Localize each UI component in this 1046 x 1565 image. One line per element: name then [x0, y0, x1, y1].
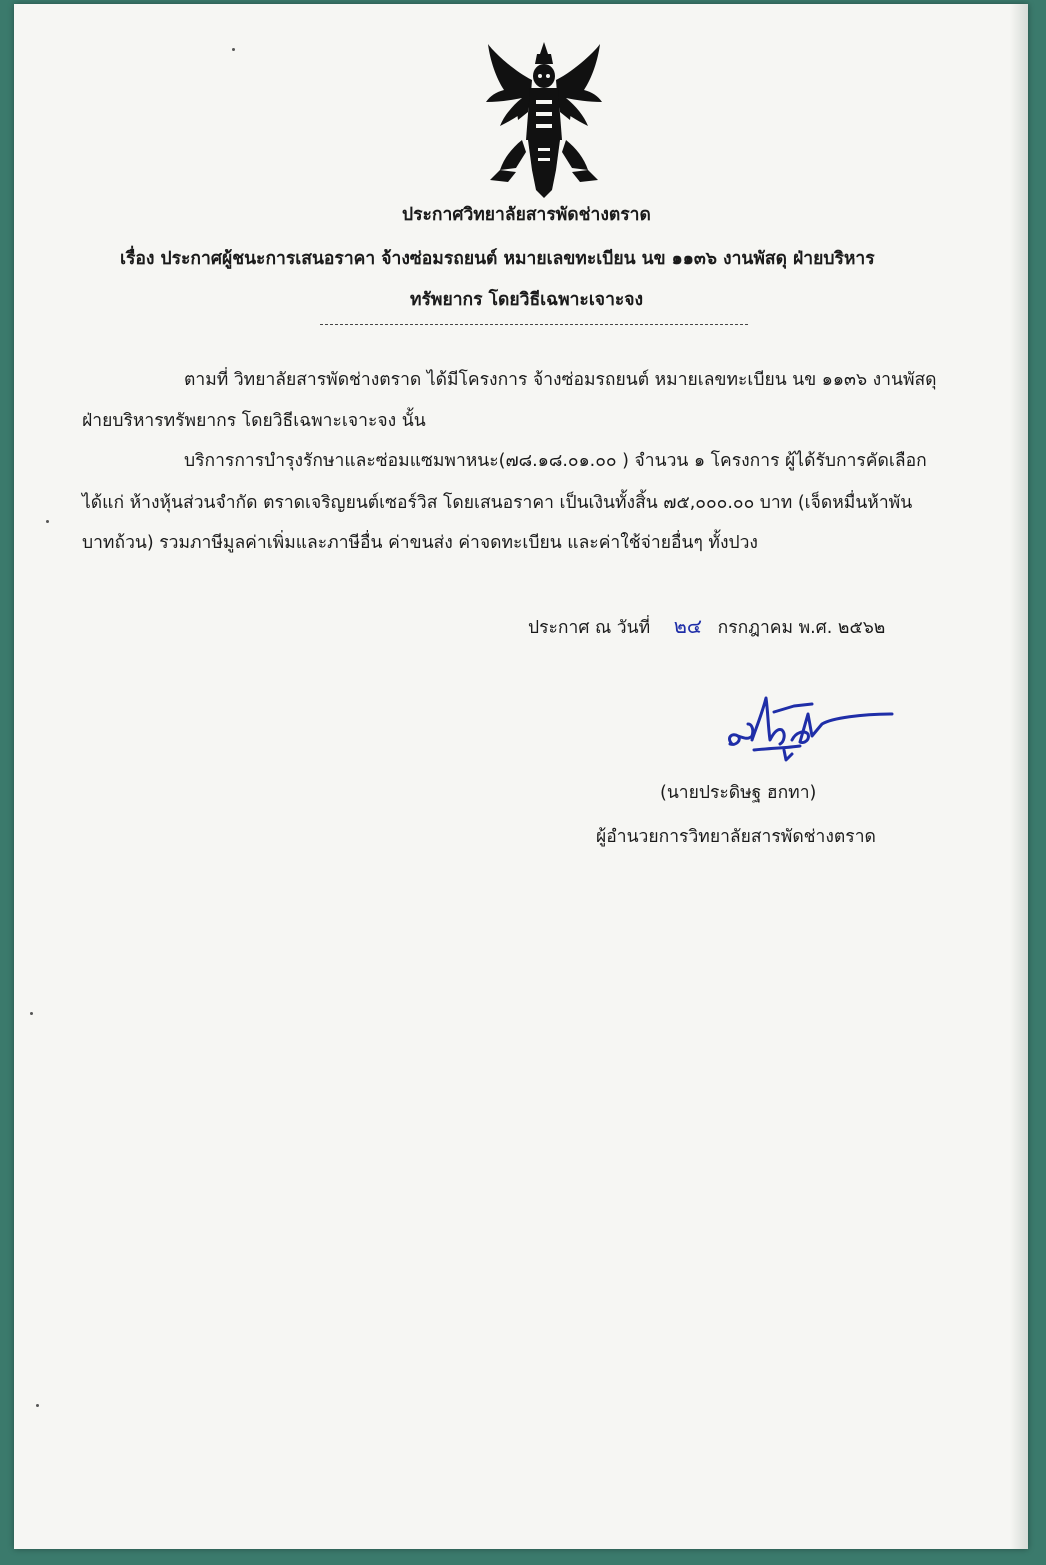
subject-line-2: ทรัพยากร โดยวิธีเฉพาะเจาะจง [410, 290, 644, 310]
paper-speck [30, 1012, 33, 1015]
paragraph-2-line-1: บริการการบำรุงรักษาและซ่อมแซมพาหนะ(๗๘.๑๘.๐๑.๐๐ ) จำนวน ๑ โครงการ ผู้ได้รับการคัดเลือก [184, 451, 927, 471]
paragraph-2-line-2: ได้แก่ ห้างหุ้นส่วนจำกัด ตราดเจริญยนต์เซอร์วิส โดยเสนอราคา เป็นเงินทั้งสิ้น ๗๕,๐๐๐.๐๐ บาท (เจ็ดหมื่นห้าพัน [82, 493, 913, 513]
date-line [528, 610, 885, 642]
date-suffix: กรกฎาคม พ.ศ. ๒๕๖๒ [717, 618, 886, 638]
document-page [14, 4, 1028, 1549]
garuda-emblem-icon [482, 40, 606, 200]
page-shadow-edge [1010, 4, 1028, 1549]
document-title: ประกาศวิทยาลัยสารพัดช่างตราด [402, 205, 651, 225]
signer-position: ผู้อำนวยการวิทยาลัยสารพัดช่างตราด [596, 827, 876, 847]
paragraph-1-line-2: ฝ่ายบริหารทรัพยากร โดยวิธีเฉพาะเจาะจง นั้น [82, 411, 426, 431]
date-day: ๒๔ [673, 614, 703, 638]
signature-icon [712, 684, 898, 774]
signer-name: (นายประดิษฐ ฮกทา) [660, 783, 817, 803]
date-prefix: ประกาศ ณ วันที่ [528, 618, 651, 638]
paper-speck [46, 520, 49, 523]
paragraph-2-line-3: บาทถ้วน) รวมภาษีมูลค่าเพิ่มและภาษีอื่น ค่าขนส่ง ค่าจดทะเบียน และค่าใช้จ่ายอื่นๆ ทั้งปวง [82, 533, 758, 553]
paragraph-1-line-1: ตามที่ วิทยาลัยสารพัดช่างตราด ได้มีโครงการ จ้างซ่อมรถยนต์ หมายเลขทะเบียน นข ๑๑๓๖ งานพัสดุ [184, 370, 937, 390]
subject-line-1: เรื่อง ประกาศผู้ชนะการเสนอราคา จ้างซ่อมรถยนต์ หมายเลขทะเบียน นข ๑๑๓๖ งานพัสดุ ฝ่ายบริหาร [120, 249, 875, 269]
paper-speck [36, 1404, 39, 1407]
divider [320, 324, 748, 325]
paper-speck [232, 48, 235, 51]
